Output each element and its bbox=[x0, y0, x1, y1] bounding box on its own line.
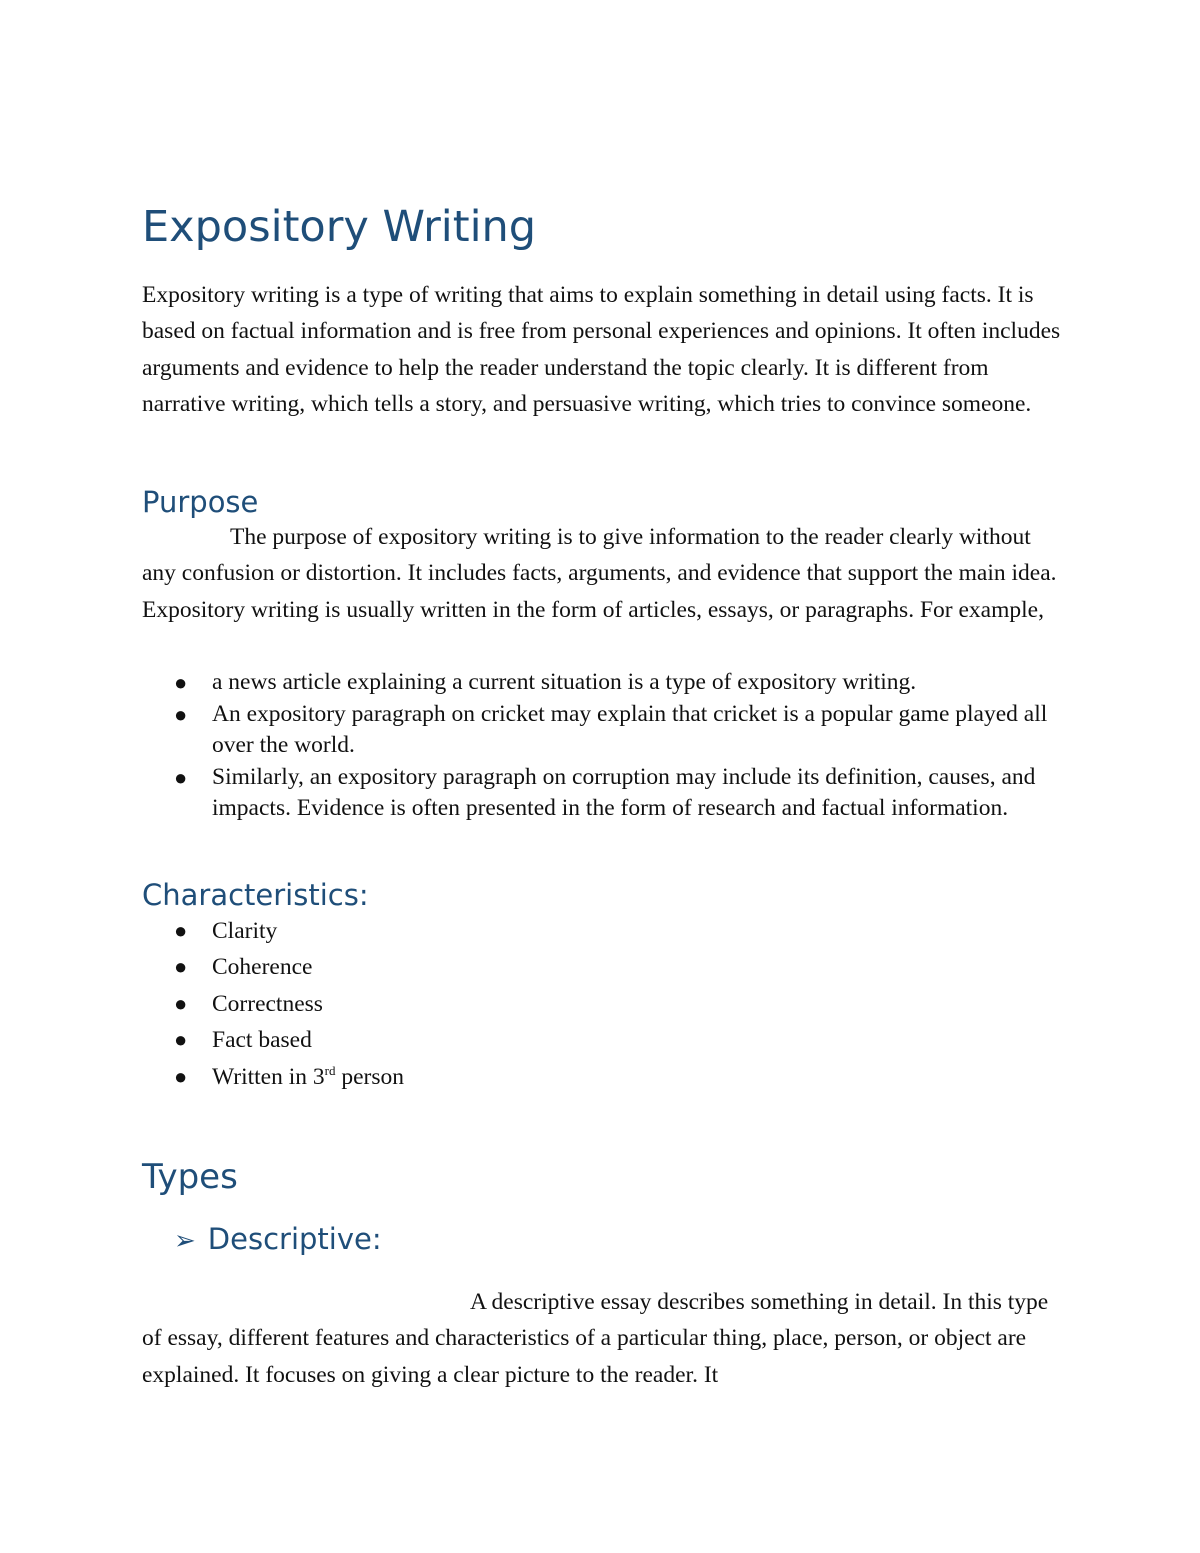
descriptive-paragraph: A descriptive essay describes something in detail. In this type of essay, different features and characteristics of a particular thing, place, person, or object are explained. It focuses on giving a clear picture to the reader. It bbox=[142, 1289, 1049, 1388]
descriptive-heading-text: Descriptive: bbox=[207, 1222, 382, 1256]
list-item-text: a news article explaining a current situation is a type of expository writing. bbox=[212, 669, 917, 695]
purpose-paragraph: The purpose of expository writing is to give information to the reader clearly without any confusion or distortion. It includes facts, arguments, and evidence that support the main idea. Expository writing is usually written in the form of articles, essays, or paragraphs. For example, bbox=[142, 524, 1057, 623]
bullet-icon: ● bbox=[174, 670, 188, 695]
characteristics-heading: Characteristics: bbox=[142, 878, 369, 912]
descriptive-heading bbox=[174, 1219, 382, 1261]
document-title: Expository Writing bbox=[142, 202, 537, 252]
list-item-text: Fact based bbox=[212, 1027, 312, 1054]
characteristics-list bbox=[142, 913, 1062, 1095]
bullet-icon: ● bbox=[174, 954, 188, 980]
list-item-text: Clarity bbox=[212, 918, 278, 944]
intro-paragraph: Expository writing is a type of writing that aims to explain something in detail using facts. It is based on factual information and is free from personal experiences and opinions. It often includes arguments and evidence to help the reader understand the topic clearly. It is different from narrative writing, which tells a story, and persuasive writing, which tries to convince someone. bbox=[142, 282, 1061, 418]
purpose-examples-list bbox=[142, 667, 1062, 825]
list-item bbox=[142, 1059, 1062, 1095]
list-item bbox=[142, 699, 1062, 762]
list-item-text: Similarly, an expository paragraph on corruption may include its definition, causes, and impacts. Evidence is often presented in the form of research and factual information. bbox=[212, 763, 1036, 822]
list-item bbox=[142, 949, 1062, 985]
list-item bbox=[142, 986, 1062, 1022]
list-item-text-after: person bbox=[335, 1063, 404, 1090]
list-item-text: Correctness bbox=[212, 990, 323, 1017]
ordinal-superscript: rd bbox=[324, 1062, 336, 1078]
bullet-icon: ● bbox=[174, 990, 188, 1016]
bullet-icon: ● bbox=[174, 701, 188, 727]
list-item bbox=[142, 667, 1062, 699]
bullet-icon: ● bbox=[174, 1027, 188, 1053]
list-item-text-before: Written in 3 bbox=[212, 1063, 325, 1090]
bullet-icon: ● bbox=[174, 918, 188, 943]
bullet-icon: ● bbox=[174, 1063, 188, 1089]
types-heading: Types bbox=[142, 1157, 238, 1197]
list-item-text: An expository paragraph on cricket may explain that cricket is a popular game played all over the world. bbox=[212, 700, 1048, 759]
list-item bbox=[142, 1022, 1062, 1058]
bullet-icon: ● bbox=[174, 764, 188, 790]
list-item bbox=[142, 913, 1062, 949]
purpose-heading: Purpose bbox=[142, 485, 259, 519]
list-item-text: Coherence bbox=[212, 954, 313, 981]
list-item bbox=[142, 762, 1062, 825]
arrow-bullet-icon: ➢ bbox=[174, 1226, 196, 1256]
